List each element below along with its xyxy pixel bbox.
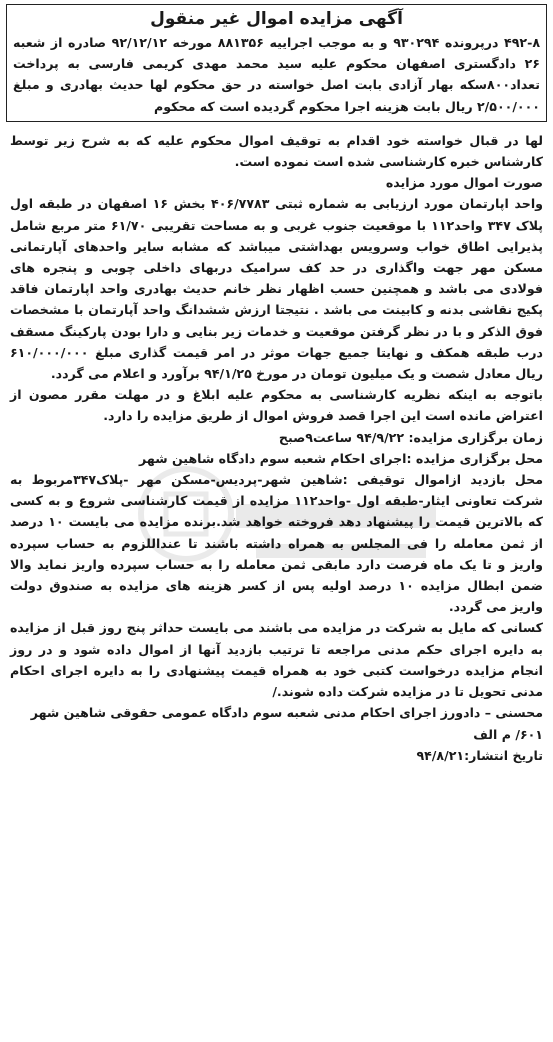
notice-paragraph: محل بازدید ازاموال توقیفی :شاهین شهر-پردیس-مسکن مهر -پلاک۳۴۷مربوط به شرکت تعاونی ایثار-طبقه اول -واحد۱۱۲ مزایده از قیمت کارشناسی شروع و به کسی که بالاترین قیمت را پیشنهاد دهد فروخته خواهد شد.برنده مزایده می بایست ۱۰ درصد از ثمن معامله را فی المجلس به همراه داشته باشند تا عنداللزوم به حساب سپرده واریز و تا یک ماه فرصت دارد مابقی ثمن معامله را به حساب سپرده واریز نماید والا ضمن ابطال مزایده ۱۰ درصد اولیه پس از کسر هزینه های مزایده به صندوق دولت واریز می گردد. [10,472,543,615]
signature-line: محسنی – دادورز اجرای احکام مدنی شعبه سوم دادگاه عمومی حقوقی شاهین شهر [30,705,543,721]
notice-intro: ۴۹۲-۸ درپرونده ۹۳۰۲۹۴ و به موجب اجراییه ۸۸۱۳۵۶ مورخه ۹۲/۱۲/۱۲ صادره از شعبه ۲۶ دادگستری اصفهان محکوم علیه سید محمد مهدی کریمی فارسی به پرداخت تعداد۸۰۰سکه بهار آزادی بابت اصل خواسته در حق محکوم لها حدیث بهادری و مبلغ ۲/۵۰۰/۰۰۰ ریال بابت هزینه اجرا محکوم گردیده است که محکوم [13,35,541,114]
publish-date-label: تاریخ انتشار: [464,747,543,763]
notice-paragraph: محل برگزاری مزایده :اجرای احکام شعبه سوم دادگاه شاهین شهر [139,450,543,466]
notice-paragraph: زمان برگزاری مزایده: ۹۴/۹/۲۲ ساعت۹صبح [278,429,543,445]
notice-paragraph: لها در قبال خواسته خود اقدام به توقیف اموال محکوم علیه که به شرح زیر توسط کارشناس خبره کارشناسی شده است نموده است. [10,132,543,170]
notice-paragraph: کسانی که مایل به شرکت در مزایده می باشند می بایست حداثر پنج روز قبل از مزایده به دایره اجرای حکم مدنی مراجعه تا ترتیب بازدید آنها از اموال داده شود و در روز انجام مزایده درخواست کتبی خود به همراه قیمت پیشنهادی را به دایره اجرای احکام مدنی تحویل تا در مزایده شرکت داده شوند./ [10,620,543,700]
notice-header-box [6,4,547,122]
notice-paragraph: صورت اموال مورد مزایده [385,175,543,191]
reference-number: ۶۰۱/ م الف [473,726,543,742]
publish-date-value: ۹۴/۸/۲۱ [416,747,465,763]
notice-paragraph: واحد اپارتمان مورد ارزیابی به شماره ثبتی ۴۰۶/۷۷۸۳ بخش ۱۶ اصفهان در طبقه اول پلاک ۳۴۷ واحد۱۱۲ با موقعیت جنوب غربی و به مساحت تقریبی ۶۱/۷۰ متر مربع شامل پذیرایی اطاق خواب وسرویس بهداشتی میباشد که مشابه سایر واحدهای آپارتمانی مسکن مهر جهت واگذاری در حد کف سرامیک دربهای داخلی چوبی و پنجره های فولادی می باشد و همچنین حسب اظهار نظر خانم حدیث بهادری واحد اپارتمان فاقد پکیج نقاشی بدنه و کابینت می باشد . نتیجتا ارزش ششدانگ واحد آپارتمان با مشخصات فوق الذکر و با در نظر گرفتن موقعیت و خدمات زیر بنایی و دارا بودن پارکینگ مسقف درب طبقه همکف و نهایتا جمیع جهات موثر در امر قیمت گذاری مبلغ ۶۱۰/۰۰۰/۰۰۰ ریال معادل شصت و یک میلیون تومان در مورخ ۹۴/۱/۲۵ برآورد و اعلام می گردد. [10,196,543,382]
notice-page [6,4,547,1038]
notice-body [6,130,547,766]
publish-date-line [10,745,543,766]
notice-title: آگهی مزایده اموال غیر منقول [150,9,403,29]
notice-paragraph: باتوجه به اینکه نظریه کارشناسی به محکوم علیه ابلاغ و در مهلت مقرر مصون از اعتراض مانده است این اجرا قصد فروش اموال از طریق مزایده را دارد. [10,387,543,424]
